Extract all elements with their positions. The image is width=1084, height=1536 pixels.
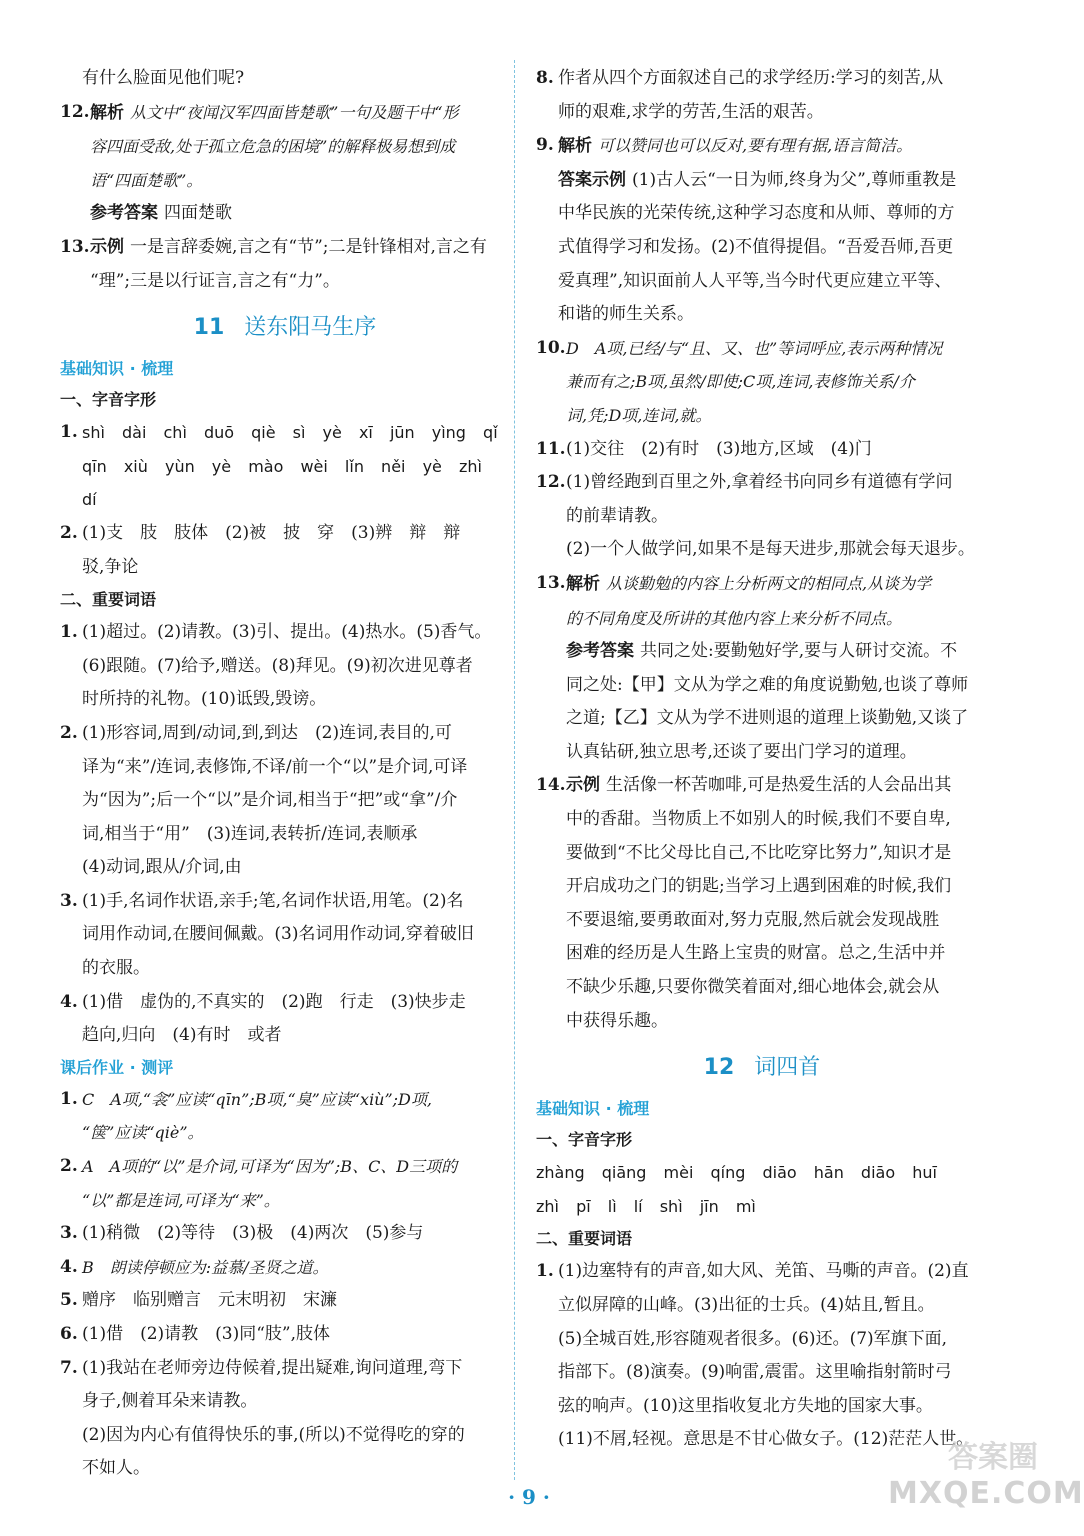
section-number: 12 [703,1055,735,1081]
analysis-tag: 解析 [90,102,124,123]
text-line: 困难的经历是人生路上宝贵的财富。总之,生活中并 [566,943,946,964]
question-number: 11. [536,438,566,459]
section-number: 11 [193,315,225,341]
example-tag: 示例 [90,236,124,257]
question-13 [60,231,510,298]
example-tag: 示例 [566,775,600,796]
question-number: 2. [60,522,78,543]
text-line: 语“四面楚歌”。 [90,170,203,190]
watermark-url: MXQE.COM [888,1476,1084,1511]
text-line: 同之处:【甲】文从为学之难的角度说勤勉,也谈了尊师 [566,674,969,695]
question-number: 14. [536,775,566,796]
text-line: C A项,“衾”应读“qīn”;B项,“臭”应读“xiù”;D项, [82,1089,432,1109]
question-number: 12. [536,472,566,493]
text-line: 师的艰难,求学的劳苦,生活的艰苦。 [558,101,824,122]
text-line: 驳,争论 [82,556,139,577]
question-number: 4. [60,991,78,1012]
text-line: (2)一个人做学问,如果不是每天进步,那就会每天退步。 [566,539,975,560]
right-column [536,62,988,1457]
text-line: (1)稍微 (2)等待 (3)极 (4)两次 (5)参与 [82,1223,424,1244]
pinyin-line: zhì pī lì lí shì jīn mì [536,1196,756,1216]
question-13 [536,567,988,770]
text-line: 中获得乐趣。 [566,1010,668,1031]
question-11 [536,433,988,467]
question-number: 1. [60,622,78,643]
text-line: “以”都是连词,可译为“来”。 [82,1190,280,1210]
text-line: (1)手,名词作状语,亲手;笔,名词作状语,用笔。(2)名 [82,890,464,911]
text-line: 趋向,归向 (4)有时 或者 [82,1025,282,1046]
watermark-logo [888,1432,1084,1532]
question-number: 8. [536,68,554,88]
word-item-1 [60,616,510,717]
text-line: 认真钻研,独立思考,还谈了要出门学习的道理。 [566,741,917,762]
text-line: B 朗读停顿应为:益慕/圣贤之道。 [82,1257,329,1277]
text-line: 不要退缩,要勇敢面对,努力克服,然后就会发现战胜 [566,909,940,930]
text-line: 爱真理”,知识面前人人平等,当今时代更应建立平等、 [558,270,952,291]
watermark-text: 答案圈 [948,1440,1038,1475]
pinyin-line: qīn xiù yùn yè mào wèi lǐn něi yè zhì dí [82,456,482,510]
text-line: (5)全城百姓,形容随观者很多。(6)还。(7)军旗下面, [558,1328,948,1349]
text-line: (1)超过。(2)请教。(3)引、提出。(4)热水。(5)香气。 [82,622,492,643]
question-12 [60,96,510,231]
homework-2 [60,1150,510,1217]
page-number: · 9 · [508,1485,550,1509]
question-number: 2. [60,722,78,743]
text-line: 时所持的礼物。(10)诋毁,毁谤。 [82,689,327,710]
answer-tag: 参考答案 [90,203,158,224]
text-line: 共同之处:要勤勉好学,要与人研讨交流。不 [640,641,958,662]
text-line: (1)支 肢 肢体 (2)被 披 穿 (3)辨 辩 辩 [82,522,461,543]
text-line: 容四面受敌,处于孤立危急的困境”的解释极易想到成 [90,137,456,157]
text-line: 词,凭;D项,连词,就。 [566,405,712,425]
question-14 [536,769,988,1038]
text-line: 从谈勤勉的内容上分析两文的相同点,从谈为学 [606,573,932,593]
text-line: (1)借 (2)请教 (3)同“肢”,肢体 [82,1324,331,1344]
text-line: (1)边塞特有的声音,如大风、羌笛、马嘶的声音。(2)直 [558,1261,969,1282]
question-number: 3. [60,1223,78,1244]
left-column [60,62,510,1486]
answer-tag: 答案示例 [558,169,626,190]
text-line: 中华民族的光荣传统,这种学习态度和从师、尊师的方 [558,203,955,224]
sub-heading: 一、字音字形 [60,390,157,410]
question-12 [536,466,988,567]
answer-tag: 参考答案 [566,641,634,662]
text-line: 开启成功之门的钥匙;当学习上遇到困难的时候,我们 [566,876,952,897]
question-number: 3. [60,890,78,911]
text-line: (1)借 虚伪的,不真实的 (2)跑 行走 (3)快步走 [82,991,466,1012]
text-line: 译为“来”/连词,表修饰,不译/前一个“以”是介词,可译 [82,756,468,777]
band-heading: 基础知识 · 梳理 [60,359,174,379]
text-line: 要做到“不比父母比自己,不比吃穿比努力”,知识才是 [566,842,952,863]
homework-7 [60,1352,510,1486]
text-line: 一是言辞委婉,言之有“节”;二是针锋相对,言之有 [130,236,487,257]
text-line: “箧”应读“qiè”。 [82,1123,204,1143]
text-line: 式值得学习和发扬。(2)不值得提倡。“吾爱吾师,吾更 [558,236,954,257]
text-line: 从文中“夜闻汉军四面皆楚歌”一句及题干中“形 [130,102,459,122]
band-heading: 基础知识 · 梳理 [536,1099,650,1119]
sub-heading: 二、重要词语 [60,590,157,610]
text-line: (1)古人云“一日为师,终身为父”,尊师重教是 [632,169,957,190]
band-heading: 课后作业 · 测评 [60,1057,174,1077]
question-number: 2. [60,1156,78,1177]
text-line: (1)曾经跑到百里之外,拿着经书向同乡有道德有学问 [566,472,953,493]
question-8 [536,62,988,129]
question-number: 9. [536,135,554,156]
text-line: (1)形容词,周到/动词,到,到达 (2)连词,表目的,可 [82,722,452,743]
homework-4 [60,1251,510,1285]
text-line: A A项的“以”是介词,可译为“因为”;B、C、D三项的 [82,1157,458,1177]
question-number: 7. [60,1357,78,1378]
text-line: 不如人。 [82,1458,150,1479]
text-line: 的不同角度及所讲的其他内容上来分析不同点。 [566,608,903,628]
section-name: 送东阳马生序 [244,315,377,341]
text-line: 有什么脸面见他们呢? [82,68,245,88]
text-line: 的前辈请教。 [566,505,668,526]
question-9 [536,129,988,332]
glyph-item-2 [60,517,510,584]
question-number: 13. [60,236,90,257]
pinyin-line: shì dài chì duō qiè sì yè xī jūn yìng qǐ [82,423,498,443]
text-line: (6)跟随。(7)给予,赠送。(8)拜见。(9)初次进见尊者 [82,655,473,676]
analysis-tag: 解析 [558,136,592,157]
question-number: 10. [536,337,566,358]
text-line: (1)我站在老师旁边侍候着,提出疑难,询问道理,弯下 [82,1357,463,1378]
text-line: 中的香甜。当物质上不如别人的时候,我们不要自卑, [566,809,951,830]
homework-3 [60,1217,510,1251]
question-10 [536,332,988,433]
text-line: 弦的响声。(10)这里指收复北方失地的国家大事。 [558,1395,933,1416]
text-line: 生活像一杯苦咖啡,可是热爱生活的人会品出其 [606,775,952,796]
question-number: 1. [536,1261,554,1282]
question-number: 4. [60,1256,78,1277]
pinyin-line: zhàng qiāng mèi qíng diāo hān diāo huī [536,1163,937,1183]
section-name: 词四首 [754,1055,821,1081]
text-line: (2)因为内心有值得快乐的事,(所以)不觉得吃的穿的 [82,1424,465,1445]
question-number: 13. [536,572,566,593]
text-line: 可以赞同也可以反对,要有理有据,语言简洁。 [598,136,913,156]
section-title-11 [60,312,510,344]
question-number: 6. [60,1324,78,1344]
question-number: 12. [60,101,90,122]
word-item-3 [60,885,510,986]
section-title-12 [536,1052,988,1084]
text-line: (1)交往 (2)有时 (3)地方,区域 (4)门 [566,438,872,459]
question-number: 5. [60,1290,78,1311]
sub-heading: 一、字音字形 [536,1130,633,1150]
text-line: 词用作动词,在腰间佩戴。(3)名词用作动词,穿着破旧 [82,924,474,945]
text-line: (11)不屑,轻视。意思是不甘心做女子。(12)茫茫人世。 [558,1429,974,1450]
text-line: 之道;【乙】文从为学不进则退的道理上谈勤勉,又谈了 [566,708,969,729]
text-line: 身子,侧着耳朵来请教。 [82,1391,258,1412]
column-divider [514,60,515,1480]
text-line: 赠序 临别赠言 元末明初 宋濂 [82,1290,337,1311]
text-line: (4)动词,跟从/介词,由 [82,857,242,878]
text-line: 词,相当于“用” (3)连词,表转折/连词,表顺承 [82,823,418,844]
homework-5 [60,1284,510,1318]
sub-heading: 二、重要词语 [536,1229,633,1249]
answer-text: 四面楚歌 [164,203,232,224]
question-number: 1. [60,1088,78,1109]
word-item-2 [60,717,510,885]
text-line: 不缺少乐趣,只要你微笑着面对,细心地体会,就会从 [566,977,940,998]
text-line: 作者从四个方面叙述自己的求学经历:学习的刻苦,从 [558,68,944,88]
text-line: “理”;三是以行证言,言之有“力”。 [90,270,340,291]
text-line: 立似屏障的山峰。(3)出征的士兵。(4)姑且,暂且。 [558,1295,935,1315]
word-item-4 [60,986,510,1053]
pinyin-item-1 [60,416,510,517]
text-line: 指部下。(8)演奏。(9)响雷,震雷。这里喻指射箭时弓 [558,1362,952,1383]
text-line: 兼而有之;B项,虽然/即使;C项,连词,表修饰关系/介 [566,372,915,392]
analysis-tag: 解析 [566,573,600,594]
text-line: 为“因为”;后一个“以”是介词,相当于“把”或“拿”/介 [82,790,458,811]
homework-1 [60,1083,510,1150]
homework-6 [60,1318,510,1352]
text-line: 的衣服。 [82,958,150,979]
text-line: 和谐的师生关系。 [558,304,694,325]
text-line: D A项,已经/与“且、又、也”等词呼应,表示两种情况 [566,338,943,358]
word-item-1 [536,1255,988,1457]
question-number: 1. [60,422,78,443]
